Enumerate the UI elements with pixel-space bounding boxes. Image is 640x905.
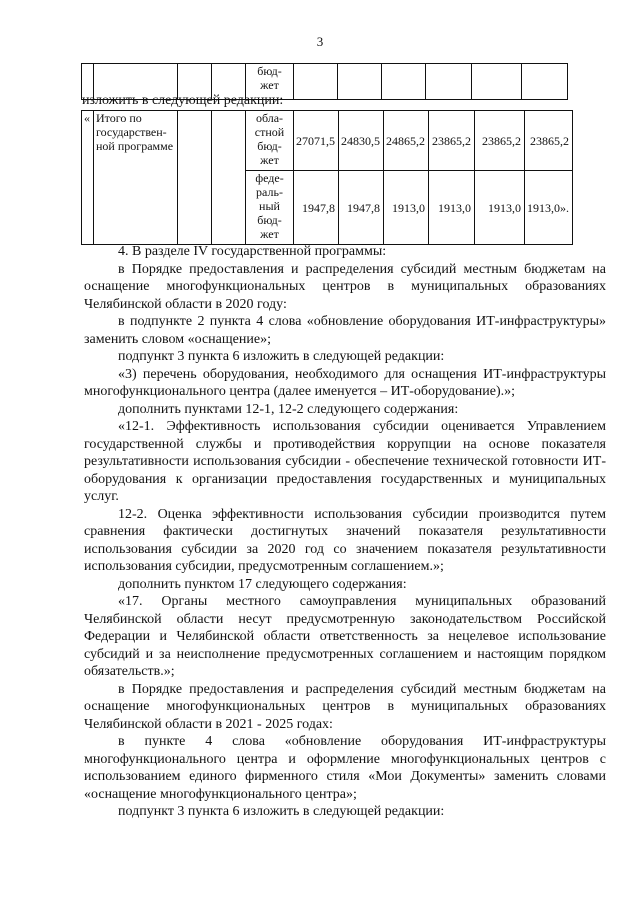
paragraph: 4. В разделе IV государственной программы: [118,244,387,259]
paragraph: в Порядке предоставления и распределения субсидий местным бюджетам на оснащение многофункциональных центров в муниципальных образованиях Челябинской области в 2021 - 2025 годах: [84,681,606,732]
paragraph: подпункт 3 пункта 6 изложить в следующей редакции: [118,804,445,819]
paragraph: «12-1. Эффективность использования субсидии оценивается Управлением государственной службы и противодействия коррупции на основе показателя результативности использования субсидии - обеспечение технической готовности ИТ-оборудования к организации предоставления государственных и муниципальных услуг. [84,419,606,504]
value-cell: 1913,0». [525,171,573,245]
value-cell: 24865,2 [384,111,429,171]
document-body [84,243,606,821]
value-cell: 1913,0 [384,171,429,245]
paragraph: в Порядке предоставления и распределения субсидий местным бюджетам на оснащение многофункциональных центров в муниципальных образованиях Челябинской области в 2020 году: [84,261,606,312]
row-label-cell: Итого по государствен-ной программе [94,111,178,245]
budget-cell-federal: феде-раль-ный бюд-жет [246,171,294,245]
value-cell: 1913,0 [475,171,525,245]
value-cell: 23865,2 [429,111,475,171]
totals-table [81,110,573,245]
paragraph: в подпункте 2 пункта 4 слова «обновление оборудования ИТ-инфраструктуры» заменить словом «оснащение»; [84,314,606,347]
value-cell: 23865,2 [525,111,573,171]
paragraph: 12-2. Оценка эффективности использования субсидии производится путем сравнения фактически достигнутых значений показателя результативности использования субсидии за 2020 год со значением показателя результативности использования субсидии, предусмотренным соглашением.»; [84,506,606,574]
value-cell: 1913,0 [429,171,475,245]
quote-mark-cell: « [82,111,94,245]
page-number: 3 [316,34,324,49]
paragraph: подпункт 3 пункта 6 изложить в следующей редакции: [118,349,445,364]
budget-cell: бюд- жет [246,64,294,100]
paragraph: «3) перечень оборудования, необходимого для оснащения ИТ-инфраструктуры многофункционального центра (далее именуется – ИТ-оборудование).»; [84,366,606,399]
paragraph: дополнить пунктами 12-1, 12-2 следующего содержания: [118,401,459,417]
value-cell: 24830,5 [339,111,384,171]
value-cell: 1947,8 [294,171,339,245]
value-cell: 23865,2 [475,111,525,171]
value-cell: 27071,5 [294,111,339,171]
intro-line: изложить в следующей редакции: [82,93,284,108]
paragraph: в пункте 4 слова «обновление оборудования ИТ-инфраструктуры многофункционального центра и оформление многофункциональных центров с использованием единого фирменного стиля «Мои Документы» заменить словами «оснащение многофункционального центра»; [84,734,606,802]
paragraph: «17. Органы местного самоуправления муниципальных образований Челябинской области несут предусмотренную законодательством Российской Федерации и Челябинской области ответственность за нецелевое использование субсидий и за неисполнение предусмотренных соглашением и настоящим порядком обязательств.»; [84,594,606,679]
value-cell: 1947,8 [339,171,384,245]
paragraph: дополнить пунктом 17 следующего содержания: [118,576,407,592]
budget-cell-regional: обла-стной бюд-жет [246,111,294,171]
